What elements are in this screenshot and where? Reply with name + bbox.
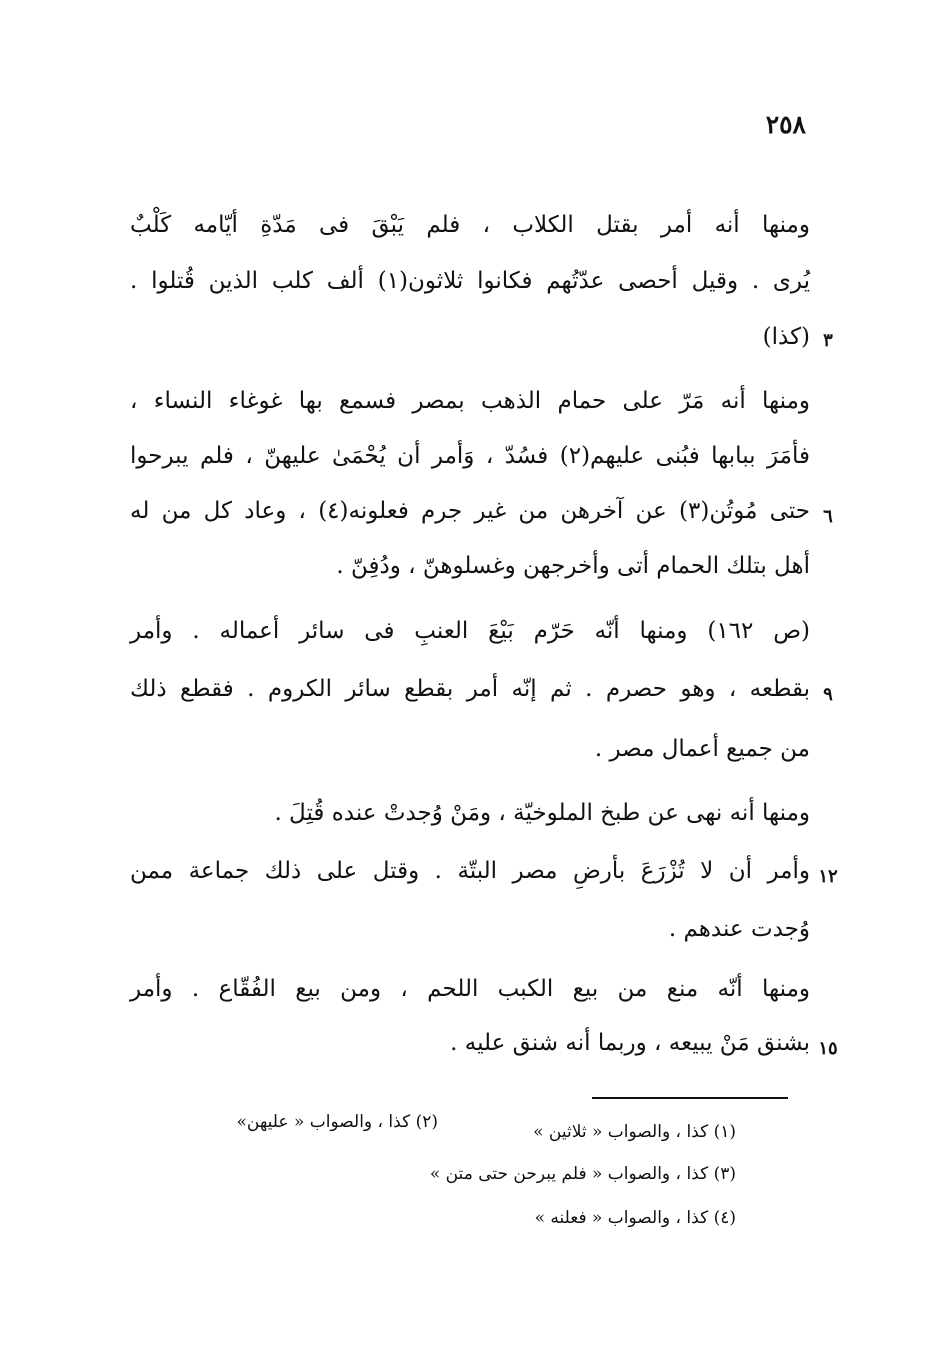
text-line-9: بقطعه ، وهو حصرم . ثم إنّه أمر بقطع سائر الكروم . فقطع ذلك: [130, 676, 810, 702]
footnote-divider: [592, 1097, 788, 1099]
text-line-10: من جميع أعمال مصر .: [594, 736, 810, 762]
text-line-5: فأمَرَ ببابها فبُنى عليهم(٢) فسُدّ ، وَأمر أن يُحْمَىٰ عليهنّ ، فلم يبرحوا: [130, 443, 810, 469]
line-number-12: ١٢: [818, 866, 838, 887]
text-line-3: (كذا): [762, 324, 810, 350]
footnote-4: (٤) كذا ، والصواب « فعلنه »: [534, 1208, 736, 1228]
text-line-12: وأمر أن لا تُزْرَعَ بأرضِ مصر البتّة . وقتل على ذلك جماعة ممن: [130, 858, 810, 884]
line-number-6: ٦: [823, 506, 833, 527]
text-line-2: يُرى . وقيل أحصى عدّتُهم فكانوا ثلاثون(١) ألف كلب الذين قُتلوا .: [130, 268, 810, 294]
footnote-1: (١) كذا ، والصواب « ثلاثين »: [533, 1122, 736, 1142]
text-line-7: أهل بتلك الحمام أتى وأخرجهن وغسلوهنّ ، ودُفِنّ .: [336, 553, 810, 579]
text-line-4: ومنها أنه مَرّ على حمام الذهب بمصر فسمع بها غوغاء النساء ،: [130, 388, 810, 414]
footnote-2: (٢) كذا ، والصواب « عليهن»: [236, 1112, 438, 1132]
text-line-14: ومنها أنّه منع من بيع الكبب اللحم ، ومن بيع الفُقّاع . وأمر: [130, 976, 810, 1002]
text-line-15: بشنق مَنْ يبيعه ، وربما أنه شنق عليه .: [450, 1030, 810, 1056]
text-line-8: (ص ١٦٢) ومنها أنّه حَرّم بَيْعَ العنبِ فى سائر أعماله . وأمر: [130, 618, 811, 644]
footnote-3: (٣) كذا ، والصواب « فلم يبرحن حتى متن »: [429, 1164, 736, 1184]
text-line-6: حتى مُوتُن(٣) عن آخرهن من غير جرم فعلونه(٤) ، وعاد كل من له: [130, 498, 810, 524]
line-number-9: ٩: [823, 684, 833, 705]
line-number-15: ١٥: [818, 1038, 838, 1059]
page-number: ٢٥٨: [765, 110, 806, 139]
text-line-11: ومنها أنه نهى عن طبخ الملوخيّة ، ومَنْ وُجدتْ عنده قُتِلَ .: [274, 800, 810, 826]
text-line-1: ومنها أنه أمر بقتل الكلاب ، فلم يَبْقَ فى مَدّةِ أيّامه كَلْبٌ: [130, 212, 810, 238]
line-number-3: ٣: [823, 330, 833, 351]
text-line-13: وُجدت عندهم .: [668, 916, 810, 942]
